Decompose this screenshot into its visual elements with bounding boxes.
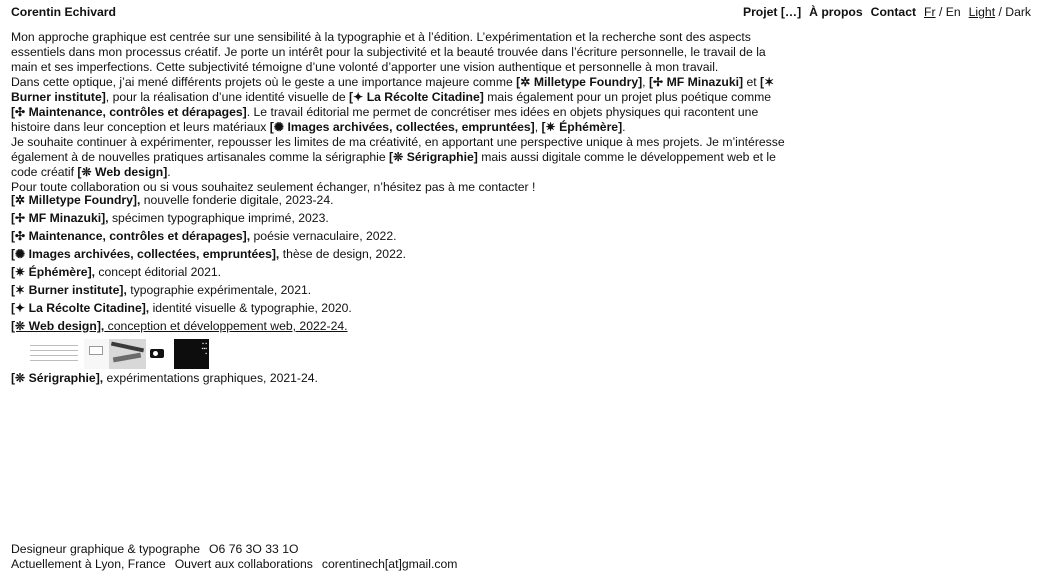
lang-en[interactable]: En xyxy=(945,5,961,19)
intro-text-fragment: . xyxy=(167,165,171,179)
thumbnail-image[interactable]: ▪ ▪ ▪▪▪ ▪ xyxy=(174,339,209,369)
project-description: nouvelle fonderie digitale, 2023-24. xyxy=(140,193,334,207)
project-item-serigraphie[interactable] xyxy=(11,371,318,386)
intro-text xyxy=(11,30,786,195)
link-webdesign[interactable]: [❊ Web design] xyxy=(77,165,168,179)
nav-projets[interactable]: Projet […] xyxy=(742,5,802,19)
theme-separator: / xyxy=(995,5,1006,19)
project-title: [✦ La Récolte Citadine], xyxy=(11,301,150,315)
site-brand[interactable]: Corentin Echivard xyxy=(11,5,116,19)
project-item-recolte[interactable] xyxy=(11,301,711,316)
intro-text-fragment: Je souhaite continuer à expérimenter, repousser les limites de ma créativité, en apportant une perspective unique à mes projets. Je m’intéresse également à de nouvelles pratiques artisanales comme la sérigraphie xyxy=(11,135,785,164)
intro-paragraph-2 xyxy=(11,75,786,135)
link-serigraphie[interactable]: [❊ Sérigraphie] xyxy=(389,150,478,164)
intro-text-fragment: , xyxy=(642,75,649,89)
site-footer xyxy=(11,542,466,572)
project-title: [✢ MF Minazuki], xyxy=(11,211,109,225)
thumbnail-image[interactable] xyxy=(24,339,84,369)
webdesign-thumbnails xyxy=(24,339,210,369)
theme-light[interactable]: Light xyxy=(968,5,996,19)
footer-role: Designeur graphique & typographe xyxy=(11,542,201,556)
project-item-maintenance[interactable] xyxy=(11,229,711,244)
lang-fr[interactable]: Fr xyxy=(924,5,936,19)
project-title: [✲ Milletype Foundry], xyxy=(11,193,141,207)
link-burner[interactable]: [✶ Burner institute] xyxy=(11,75,775,104)
project-title: [✷ Éphémère], xyxy=(11,265,96,279)
footer-phone[interactable]: O6 76 3O 33 1O xyxy=(209,542,299,556)
intro-text-fragment: et xyxy=(743,75,761,89)
project-item-milletype[interactable] xyxy=(11,193,711,208)
footer-location: Actuellement à Lyon, France xyxy=(11,557,166,571)
footer-row xyxy=(11,542,466,557)
footer-row xyxy=(11,557,466,572)
project-list xyxy=(11,193,711,337)
link-maintenance[interactable]: [✣ Maintenance, contrôles et dérapages] xyxy=(11,105,247,119)
language-switch xyxy=(924,5,961,20)
project-title: [❊ Web design], xyxy=(11,319,105,333)
intro-text-fragment: , xyxy=(534,120,542,134)
intro-paragraph-3 xyxy=(11,135,786,180)
thumbnail-image[interactable] xyxy=(84,339,109,369)
intro-paragraph-4: Pour toute collaboration ou si vous souhaitez seulement échanger, n’hésitez pas à me contacter ! xyxy=(11,180,536,194)
link-ephemere[interactable]: [✷ Éphémère] xyxy=(541,120,623,134)
project-item-burner[interactable] xyxy=(11,283,711,298)
project-item-minazuki[interactable] xyxy=(11,211,711,226)
project-description: expérimentations graphiques, 2021-24. xyxy=(103,371,318,385)
intro-text-fragment: . Le travail éditorial me permet de concrétiser mes idées en objets physiques qui racontent une histoire dans leur conception et leurs matériaux xyxy=(11,105,759,134)
intro-text-fragment: mais aussi digitale comme le développement web et le code créatif xyxy=(11,150,776,179)
thumbnail-image[interactable] xyxy=(146,339,170,369)
project-title: [✣ Maintenance, contrôles et dérapages], xyxy=(11,229,251,243)
theme-dark[interactable]: Dark xyxy=(1005,5,1031,19)
lang-separator: / xyxy=(935,5,946,19)
footer-status: Ouvert aux collaborations xyxy=(174,557,313,571)
project-item-images[interactable] xyxy=(11,247,711,262)
intro-text-fragment: mais également pour un projet plus poétique comme xyxy=(483,90,772,104)
link-recolte[interactable]: [✦ La Récolte Citadine] xyxy=(349,90,484,104)
intro-text-fragment: . xyxy=(622,120,626,134)
main-nav xyxy=(735,5,1031,20)
project-description: identité visuelle & typographie, 2020. xyxy=(149,301,352,315)
link-images[interactable]: [✺ Images archivées, collectées, empruntées] xyxy=(269,120,535,134)
intro-paragraph-1: Mon approche graphique est centrée sur une sensibilité à la typographie et à l’édition. L’expérimentation et la recherche sont des aspects essentiels dans mon processus créatif. Je porte un intérêt pour la subjectivité et la beauté trouvée dans l’écriture personnelle, le travail de la main et ses imperfections. Cette subjectivité témoigne d’une volonté d’apporter une vision authentique et personnelle à mon travail. xyxy=(11,30,766,74)
nav-apropos[interactable]: À propos xyxy=(809,5,863,19)
link-minazuki[interactable]: [✢ MF Minazuki] xyxy=(648,75,744,89)
intro-text-fragment: , pour la réalisation d’une identité visuelle de xyxy=(105,90,350,104)
project-title: [✺ Images archivées, collectées, empruntées], xyxy=(11,247,280,261)
project-description: thèse de design, 2022. xyxy=(279,247,407,261)
project-title: [✶ Burner institute], xyxy=(11,283,127,297)
project-description: conception et développement web, 2022-24. xyxy=(104,319,348,333)
project-title: [❊ Sérigraphie], xyxy=(11,371,104,385)
project-description: concept éditorial 2021. xyxy=(95,265,222,279)
nav-contact[interactable]: Contact xyxy=(870,5,917,19)
thumbnail-image[interactable] xyxy=(109,339,146,369)
project-description: typographie expérimentale, 2021. xyxy=(126,283,312,297)
link-milletype[interactable]: [✲ Milletype Foundry] xyxy=(516,75,643,89)
footer-email[interactable]: corentinech[at]gmail.com xyxy=(321,557,458,571)
project-description: poésie vernaculaire, 2022. xyxy=(250,229,397,243)
project-item-webdesign[interactable] xyxy=(11,319,711,334)
intro-text-fragment: Dans cette optique, j’ai mené différents projets où le geste a une importance majeure comme xyxy=(11,75,517,89)
project-item-ephemere[interactable] xyxy=(11,265,711,280)
project-description: spécimen typographique imprimé, 2023. xyxy=(108,211,329,225)
site-header xyxy=(11,5,1031,20)
theme-switch xyxy=(969,5,1031,20)
